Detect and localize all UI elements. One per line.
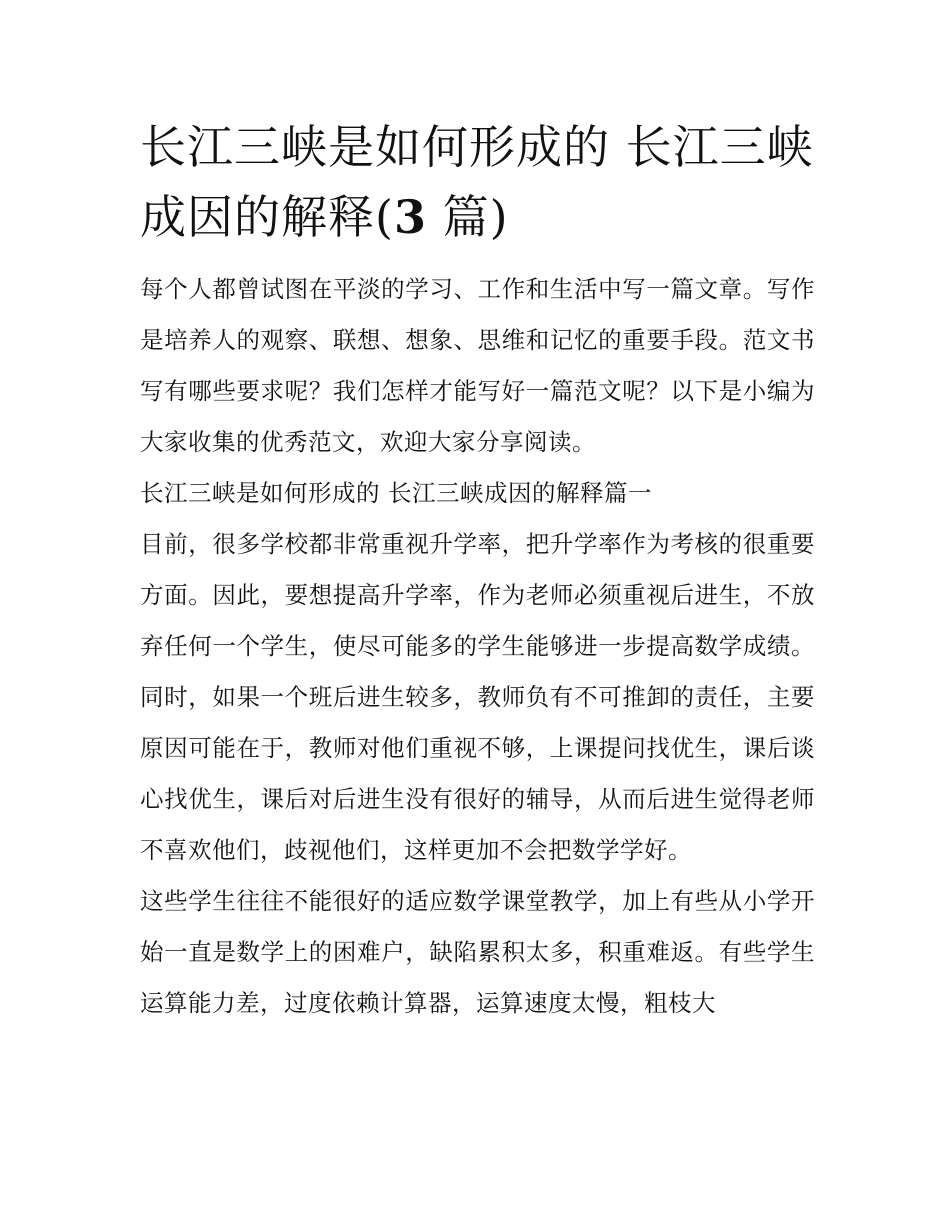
document-content [140,112,815,1029]
document-body [140,264,815,1029]
section-heading: 长江三峡是如何形成的 长江三峡成因的解释篇一 [140,479,652,507]
intro-paragraph: 每个人都曾试图在平淡的学习、工作和生活中写一篇文章。写作是培养人的观察、联想、想象、思维和记忆的重要手段。范文书写有哪些要求呢？我们怎样才能写好一篇范文呢？以下是小编为大家收集的优秀范文，欢迎大家分享阅读。 [140,275,815,456]
body-paragraph-2: 这些学生往往不能很好的适应数学课堂教学，加上有些从小学开始一直是数学上的困难户，缺陷累积太多，积重难返。有些学生运算能力差，过度依赖计算器，运算速度太慢，粗枝大 [140,887,815,1017]
body-paragraph-1: 目前，很多学校都非常重视升学率，把升学率作为考核的很重要方面。因此，要想提高升学率，作为老师必须重视后进生，不放弃任何一个学生，使尽可能多的学生能够进一步提高数学成绩。同时，如果一个班后进生较多，教师负有不可推卸的责任，主要原因可能在于，教师对他们重视不够，上课提问找优生，课后谈心找优生，课后对后进生没有很好的辅导，从而后进生觉得老师不喜欢他们，歧视他们，这样更加不会把数学学好。 [140,530,815,864]
title-text-part1: 长江三峡是如何形成的 长江三峡成因的解释( [140,120,814,244]
title-text-part2: 篇) [426,190,509,244]
document-title [140,112,815,252]
title-number: 3 [393,190,427,244]
